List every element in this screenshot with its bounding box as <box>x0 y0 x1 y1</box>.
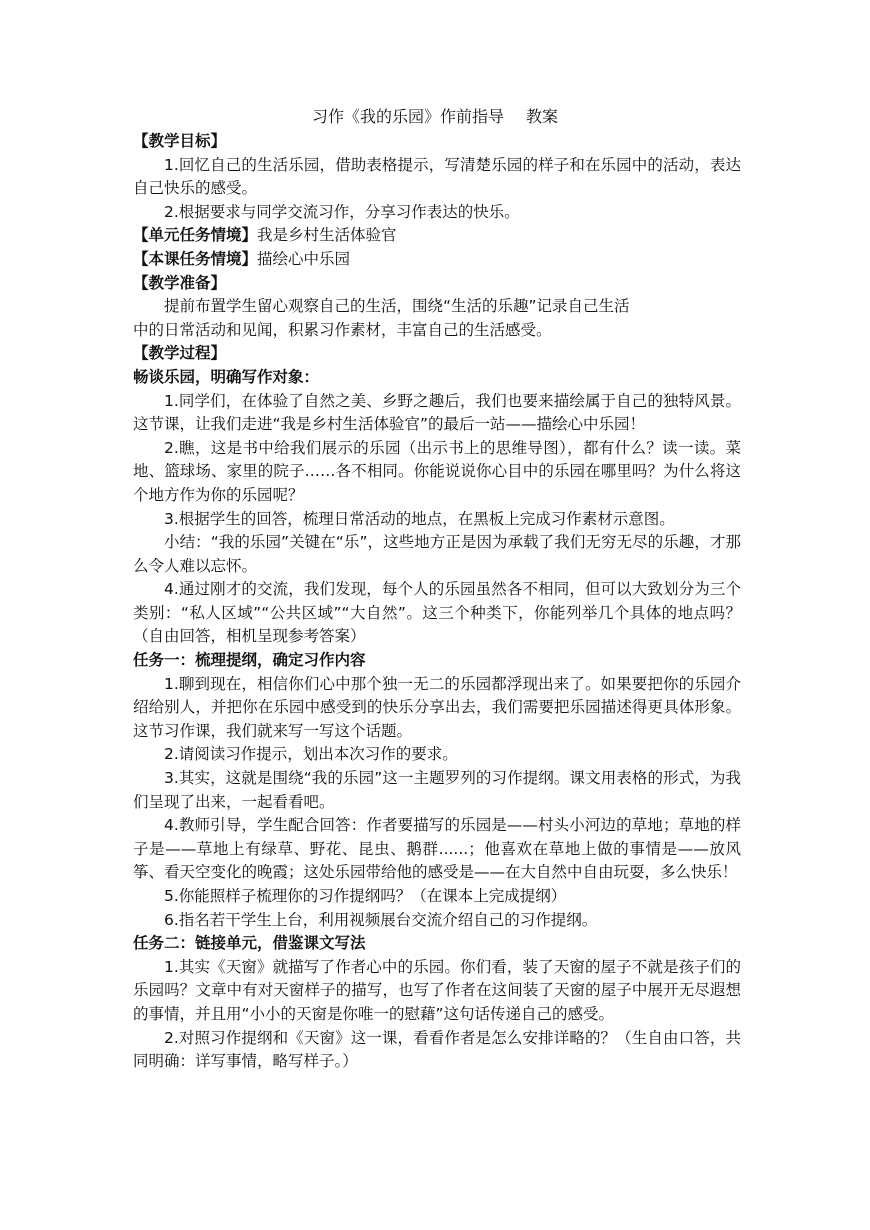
document-body <box>133 130 741 1074</box>
prep-line-2: 中的日常活动和见闻，积累习作素材，丰富自己的生活感受。 <box>133 320 552 339</box>
section-heading-prep: 【教学准备】 <box>133 273 227 292</box>
unit-context-text: 我是乡村生活体验官 <box>257 226 397 245</box>
unit-context <box>133 224 741 248</box>
unit-context-label: 【单元任务情境】 <box>133 226 258 245</box>
prep-line-1: 提前布置学生留心观察自己的生活，围绕“生活的乐趣”记录自己生活 <box>164 297 630 316</box>
lesson-context-label: 【本课任务情境】 <box>133 249 258 268</box>
task1-step-4: 4.教师引导，学生配合回答：作者要描写的乐园是——村头小河边的草地；草地的样子是——草地上有绿草、野花、昆虫、鹅群......；他喜欢在草地上做的事情是——放风筝、看天空变化的晚霞；这处乐园带给他的感受是——在大自然中自由玩耍，多么快乐！ <box>133 816 741 882</box>
part-heading-task-1: 任务一：梳理提纲，确定习作内容 <box>133 651 366 670</box>
goal-2: 2.根据要求与同学交流习作，分享习作表达的快乐。 <box>164 202 520 221</box>
goal-1: 1.回忆自己的生活乐园，借助表格提示，写清楚乐园的样子和在乐园中的活动，表达自己快乐的感受。 <box>133 155 741 198</box>
lesson-context-text: 描绘心中乐园 <box>257 249 351 268</box>
task1-step-2: 2.请阅读习作提示，划出本次习作的要求。 <box>164 745 458 764</box>
title-main: 习作《我的乐园》作前指导 <box>311 107 504 126</box>
task1-step-5: 5.你能照样子梳理你的习作提纲吗？（在课本上完成提纲） <box>164 887 567 905</box>
intro-step-4: 4.通过刚才的交流，我们发现，每个人的乐园虽然各不相同，但可以大致划分为三个类别：“私人区域”“公共区域”“大自然”。这三个种类下，你能列举几个具体的地点吗？（自由回答，相机呈现参考答案） <box>133 580 741 646</box>
part-heading-intro: 畅谈乐园，明确写作对象： <box>133 367 320 386</box>
document-title <box>0 106 870 128</box>
section-heading-goals: 【教学目标】 <box>133 132 227 150</box>
title-suffix: 教案 <box>526 107 559 126</box>
lesson-context <box>133 248 741 272</box>
task1-step-3: 3.其实，这就是围绕“我的乐园”这一主题罗列的习作提纲。课文用表格的形式，为我们呈现了出来，一起看看吧。 <box>133 769 741 811</box>
part-heading-task-2: 任务二：链接单元，借鉴课文写法 <box>133 934 366 953</box>
task2-step-2: 2.对照习作提纲和《天窗》这一课，看看作者是怎么安排详略的？（生自由口答，共同明确：详写事情，略写样子。） <box>133 1028 741 1071</box>
intro-step-1: 1.同学们，在体验了自然之美、乡野之趣后，我们也要来描绘属于自己的独特风景。这节课，让我们走进“我是乡村生活体验官”的最后一站——描绘心中乐园！ <box>133 391 741 434</box>
task2-step-1: 1.其实《天窗》就描写了作者心中的乐园。你们看，装了天窗的屋子不就是孩子们的乐园吗？文章中有对天窗样子的描写，也写了作者在这间装了天窗的屋子中展开无尽遐想的事情，并且用“小小的天窗是你唯一的慰藉”这句话传递自己的感受。 <box>133 957 741 1023</box>
intro-step-2: 2.瞧，这是书中给我们展示的乐园（出示书上的思维导图），都有什么？读一读。菜地、篮球场、家里的院子……各不相同。你能说说你心目中的乐园在哪里吗？为什么将这个地方作为你的乐园呢？ <box>133 438 741 504</box>
task1-step-6: 6.指名若干学生上台，利用视频展台交流介绍自己的习作提纲。 <box>164 910 598 929</box>
intro-summary: 小结：“我的乐园”关键在“乐”，这些地方正是因为承载了我们无穷无尽的乐趣，才那么令人难以忘怀。 <box>133 533 741 575</box>
section-heading-process: 【教学过程】 <box>133 344 227 363</box>
intro-step-3: 3.根据学生的回答，梳理日常活动的地点，在黑板上完成习作素材示意图。 <box>164 509 675 528</box>
task1-step-1: 1.聊到现在，相信你们心中那个独一无二的乐园都浮现出来了。如果要把你的乐园介绍给别人，并把你在乐园中感受到的快乐分享出去，我们需要把乐园描述得更具体形象。这节习作课，我们就来写一写这个话题。 <box>133 674 741 740</box>
